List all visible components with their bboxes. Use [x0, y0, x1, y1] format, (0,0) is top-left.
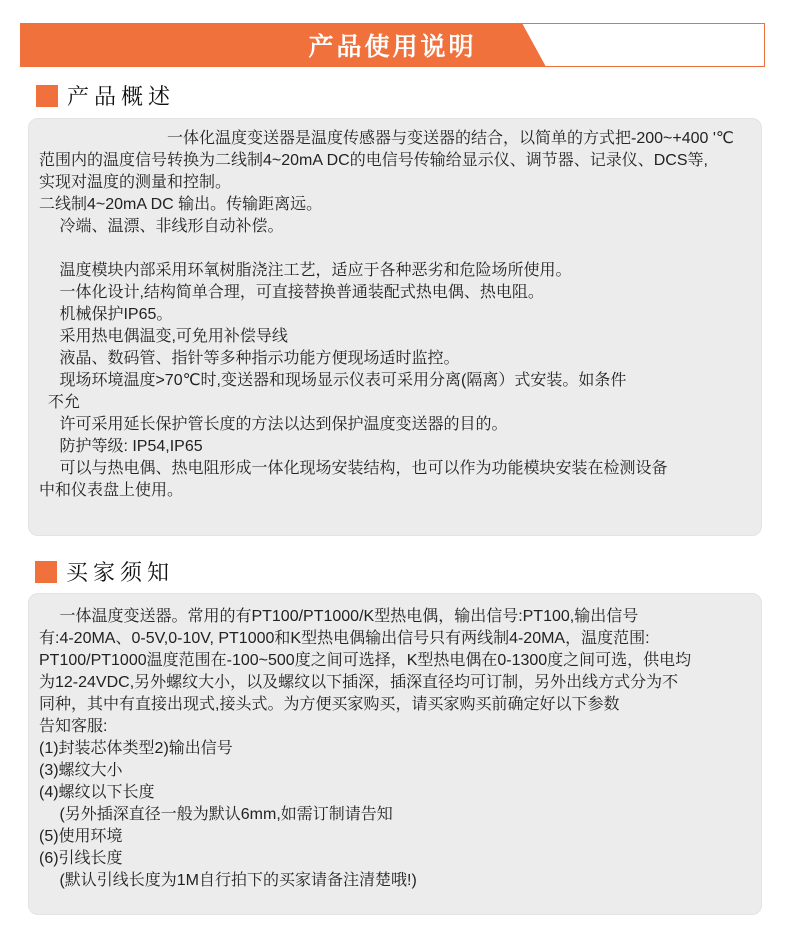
text-line: (1)封装芯体类型2)输出信号 [39, 740, 233, 757]
text-line: 一体化设计,结构简单合理，可直接替换普通装配式热电偶、热电阻。 [39, 284, 544, 301]
section-title: 产品概述 [67, 84, 176, 109]
text-line: 防护等级: IP54,IP65 [39, 438, 203, 455]
text-line: 同种，其中有直接出现式,接头式。为方便买家购买，请买家购买前确定好以下参数 [39, 696, 620, 713]
text-line: 液晶、数码管、指针等多种指示功能方便现场适时监控。 [39, 350, 460, 367]
text-line: 二线制4~20mA DC 输出。传输距离远。 [39, 196, 323, 213]
text-line [39, 238, 751, 260]
text-line: (另外插深直径一般为默认6mm,如需订制请告知 [39, 806, 393, 823]
text-line: 采用热电偶温变,可免用补偿导线 [39, 328, 288, 345]
section-header-overview [36, 80, 175, 111]
text-line: 范围内的温度信号转换为二线制4~20mA DC的电信号传输给显示仪、调节器、记录仪、DCS等, [39, 152, 708, 169]
overview-text-box [28, 118, 762, 536]
square-bullet-icon [36, 85, 58, 107]
text-line: (3)螺纹大小 [39, 762, 123, 779]
text-line: 许可采用延长保护管长度的方法以达到保护温度变送器的目的。 [39, 416, 508, 433]
text-line: (默认引线长度为1M自行拍下的买家请备注清楚哦!) [39, 872, 417, 889]
text-line: 可以与热电偶、热电阻形成一体化现场安装结构，也可以作为功能模块安装在检测设备 [39, 460, 668, 477]
buyer-notice-text-box [28, 593, 762, 915]
text-line: 告知客服: [39, 718, 108, 735]
text-line: 中和仪表盘上使用。 [39, 482, 184, 499]
text-line: 实现对温度的测量和控制。 [39, 174, 232, 191]
text-line: 冷端、温漂、非线形自动补偿。 [39, 218, 284, 235]
text-line: 现场环境温度>70℃时,变送器和现场显示仪表可采用分离(隔离）式安装。如条件 [39, 372, 627, 389]
section-header-buyer-notice [35, 556, 174, 587]
text-line: 为12-24VDC,另外螺纹大小，以及螺纹以下插深，插深直径均可订制，另外出线方式分为不 [39, 674, 679, 691]
text-line: 一体化温度变送器是温度传感器与变送器的结合，以简单的方式把-200~+400 '℃ [39, 130, 734, 147]
text-line: PT100/PT1000温度范围在-100~500度之间可选择，K型热电偶在0-1300度之间可选，供电均 [39, 652, 692, 669]
text-line: (6)引线长度 [39, 850, 123, 867]
text-line: 不允 [39, 394, 80, 411]
text-line: 机械保护IP65。 [39, 306, 173, 323]
page-title: 产品使用说明 [308, 33, 477, 61]
page-title-banner [20, 23, 765, 67]
text-line: 一体温度变送器。常用的有PT100/PT1000/K型热电偶，输出信号:PT100,输出信号 [39, 608, 639, 625]
section-title: 买家须知 [66, 560, 175, 585]
text-line: (4)螺纹以下长度 [39, 784, 155, 801]
text-line: 有:4-20MA、0-5V,0-10V, PT1000和K型热电偶输出信号只有两线制4-20MA，温度范围: [39, 630, 650, 647]
text-line: 温度模块内部采用环氧树脂浇注工艺，适应于各种恶劣和危险场所使用。 [39, 262, 572, 279]
square-bullet-icon [35, 561, 57, 583]
text-line: (5)使用环境 [39, 828, 123, 845]
